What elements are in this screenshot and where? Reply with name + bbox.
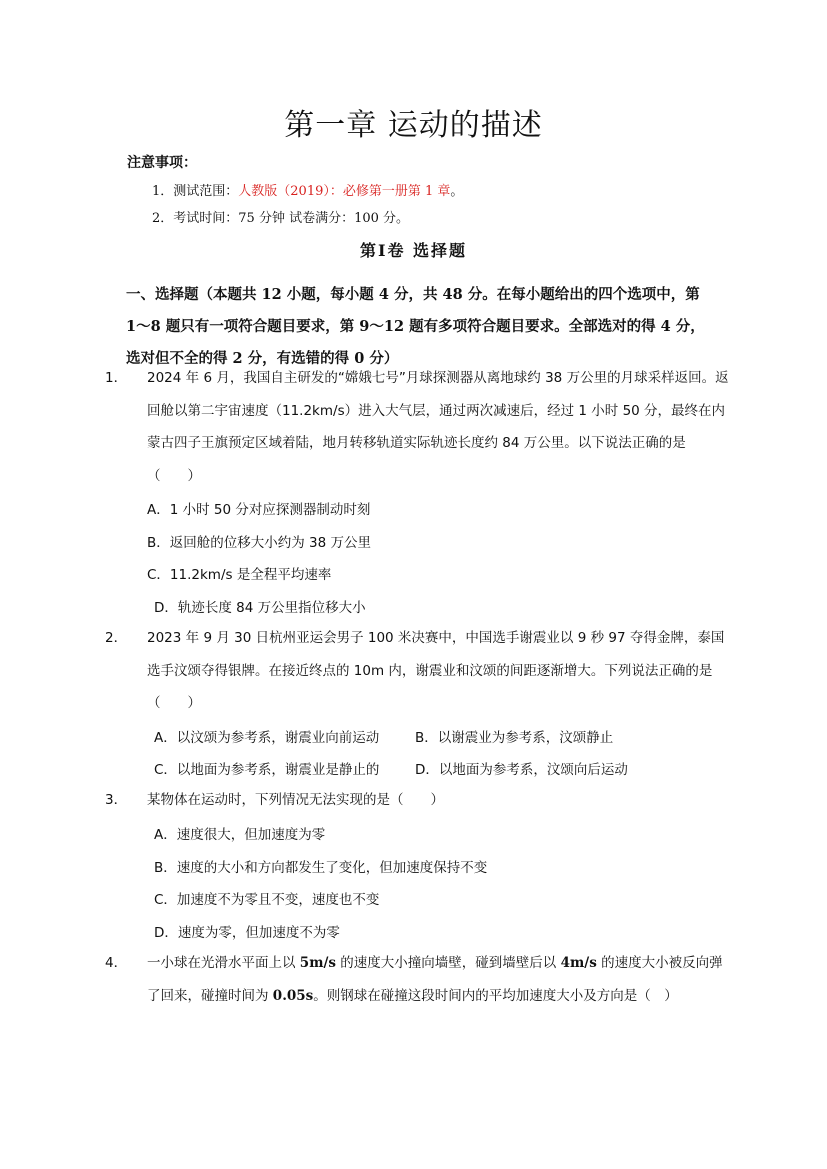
question-number: 1． (105, 370, 128, 386)
question-3-option-d: D．速度为零，但加速度不为零 (154, 925, 340, 941)
time-value: 0.05s (272, 987, 314, 1004)
question-text-part: 一小球在光滑水平面上以 (147, 955, 300, 971)
notice-item-1-prefix: 1．测试范围： (152, 184, 239, 199)
question-1-option-a: A．1 小时 50 分对应探测器制动时刻 (147, 502, 371, 518)
question-1-option-b: B．返回舱的位移大小约为 38 万公里 (147, 535, 372, 551)
question-3-option-c: C．加速度不为零且不变，速度也不变 (154, 892, 380, 908)
section-title: 第Ⅰ卷 选择题 (359, 241, 468, 260)
section-instructions: 一、选择题（本题共 12 小题，每小题 4 分，共 48 分。在每小题给出的四个选项中，第 1～8 题只有一项符合题目要求，第 9～12 题有多项符合题目要求。全部选对的得 4 分，选对但不全的得 2 分，有选错的得 0 分） (126, 286, 705, 367)
question-text-part: 。则钢球在碰撞这段时间内的平均加速度大小及方向是（ ） (313, 987, 678, 1004)
question-number: 3． (105, 792, 128, 808)
notice-heading: 注意事项： (127, 155, 197, 171)
question-1-option-d: D．轨迹长度 84 万公里指位移大小 (154, 600, 366, 616)
question-2-option-c: C．以地面为参考系，谢震业是静止的 (154, 762, 380, 778)
question-text: 2023 年 9 月 30 日杭州亚运会男子 100 米决赛中，中国选手谢震业以 9 秒 97 夺得金牌，泰国选手汶颂夺得银牌。在接近终点的 10m 内，谢震业和汶颂的间距逐渐增大。下列说法正确的是（ ） (147, 630, 725, 711)
notice-item-2: 2．考试时间：75 分钟 试卷满分：100 分。 (152, 211, 410, 226)
question-2-option-d: D．以地面为参考系，汶颂向后运动 (415, 762, 628, 778)
question-2 (105, 622, 732, 720)
question-1-option-c: C．11.2km/s 是全程平均速率 (147, 567, 332, 583)
test-range: 人教版（2019）：必修第一册第 1 章 (238, 184, 451, 199)
question-1 (105, 362, 732, 492)
question-3-option-b: B．速度的大小和方向都发生了变化，但加速度保持不变 (154, 860, 488, 876)
speed-value: 4m/s (560, 955, 597, 971)
question-2-option-b: B．以谢震业为参考系，汶颂静止 (415, 730, 614, 746)
notice-item-1-suffix: 。 (450, 184, 464, 199)
question-4 (105, 947, 732, 1012)
question-text-part: 的速度大小被反向弹了回来，碰撞时间为 (147, 955, 723, 1004)
question-text: 某物体在运动时，下列情况无法实现的是（ ） (147, 792, 444, 808)
speed-value: 5m/s (299, 955, 337, 971)
question-text-part: 的速度大小撞向墙壁，碰到墙壁后以 (336, 955, 561, 971)
question-2-option-a: A．以汶颂为参考系，谢震业向前运动 (154, 730, 380, 746)
question-number: 4． (105, 955, 128, 971)
question-number: 2． (105, 630, 128, 646)
question-3-option-a: A．速度很大，但加速度为零 (154, 827, 326, 843)
question-text: 2024 年 6 月，我国自主研发的“嫦娥七号”月球探测器从离地球约 38 万公里的月球采样返回。返回舱以第二宇宙速度（11.2km/s）进入大气层，通过两次减速后，经过 1 小时 50 分，最终在内蒙古四子王旗预定区域着陆，地月转移轨道实际轨迹长度约 84 万公里。以下说法正确的是（ ） (147, 370, 729, 484)
question-3 (105, 784, 732, 817)
page-title: 第一章 运动的描述 (284, 108, 543, 143)
notice-item-1 (152, 180, 463, 199)
